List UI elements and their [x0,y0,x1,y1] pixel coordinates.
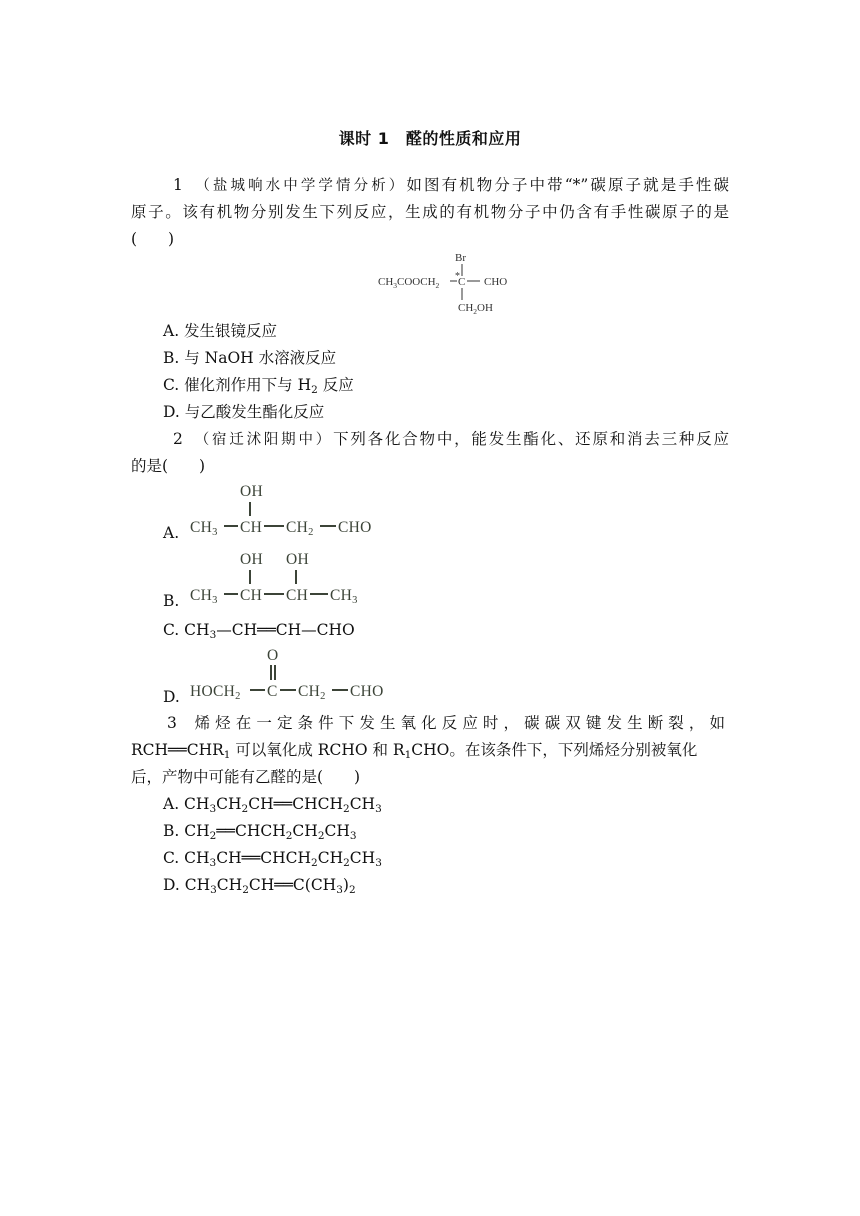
q2-option-b-structure [188,548,388,606]
svg-text:CH3: CH3 [190,519,218,538]
q2-source: （宿迁沭阳期中） [201,432,334,448]
q2-option-a-structure [188,480,388,538]
svg-text:HOCH2: HOCH2 [190,683,241,702]
q1-stem-line-1 [131,176,729,195]
svg-text:CH3: CH3 [330,587,358,606]
q1-source: （盐城响水中学学情分析） [202,178,407,194]
q3-stem-line-2: $RCH══CHR_1$ 可以氧化成 RCHO 和 $R_1CHO$。在该条件下，下列烯烃分别被氧化 [131,741,698,761]
svg-text:CH3: CH3 [190,587,218,606]
svg-text:CH: CH [240,519,263,536]
q2-stem-line-2: 的是( ) [131,457,206,475]
q3-option-b: B. $CH_2══CHCH_2CH_2CH_3$ [163,822,357,842]
q1-structure-diagram [370,246,540,318]
q2-option-b-label: B. [163,592,180,610]
q2-stem-text-1: 下列各化合物中，能发生酯化、还原和消去三种反应 [333,430,729,448]
svg-text:OH: OH [240,551,263,568]
q1-struct-carbon: C [458,276,466,288]
svg-text:CH: CH [240,587,263,604]
q1-struct-br: Br [455,252,466,264]
q1-struct-left: $CH_3COOCH_2$ [378,276,440,290]
q2-stem-line-1 [131,430,729,449]
svg-text:OH: OH [286,551,309,568]
q3-number: 3 [167,714,177,732]
q3-option-c: C. $CH_3CH══CHCH_2CH_2CH_3$ [163,849,382,869]
q1-option-b: B. 与 NaOH 水溶液反应 [163,349,337,367]
svg-text:O: O [267,647,279,664]
svg-text:CH2: CH2 [298,683,326,702]
q1-struct-right: CHO [484,276,508,288]
q1-number: 1 [173,176,183,194]
q1-stem-text-1: 如图有机物分子中带“*”碳原子就是手性碳 [406,176,729,194]
q2-option-d-label: D. [163,688,180,706]
svg-text:CH2: CH2 [286,519,314,538]
q3-option-d: D. $CH_3CH_2CH══C(CH_3)_2$ [163,876,356,896]
svg-text:CHO: CHO [338,519,372,536]
svg-text:CH: CH [286,587,309,604]
q2-option-c: C. $CH_3—CH══CH—CHO$ [163,621,355,641]
q1-option-a: A. 发生银镜反应 [163,322,278,340]
q3-stem-text-1: 烯烃在一定条件下发生氧化反应时，碳碳双键发生断裂，如 [194,714,729,732]
q2-number: 2 [173,430,183,448]
svg-text:CHO: CHO [350,683,384,700]
q1-option-d: D. 与乙酸发生酯化反应 [163,403,325,421]
q1-answer-blank: ( ) [131,230,175,248]
q1-struct-bottom: $CH_2OH$ [458,302,493,316]
q2-option-a-label: A. [163,524,180,542]
svg-text:C: C [267,683,278,700]
q3-stem-line-1 [131,714,729,732]
q1-option-c: C. 催化剂作用下与 $H_2$ 反应 [163,376,354,396]
svg-text:OH: OH [240,483,263,500]
q3-stem-line-3: 后，产物中可能有乙醛的是( ) [131,768,361,786]
q2-option-d-structure [188,644,398,702]
q1-stem-line-2: 原子。该有机物分别发生下列反应，生成的有机物分子中仍含有手性碳原子的是 [131,203,729,221]
q1-struct-star: * [455,271,460,282]
q3-option-a: A. $CH_3CH_2CH══CHCH_2CH_3$ [163,795,382,815]
page-title: 课时 1 醛的性质和应用 [338,129,522,148]
